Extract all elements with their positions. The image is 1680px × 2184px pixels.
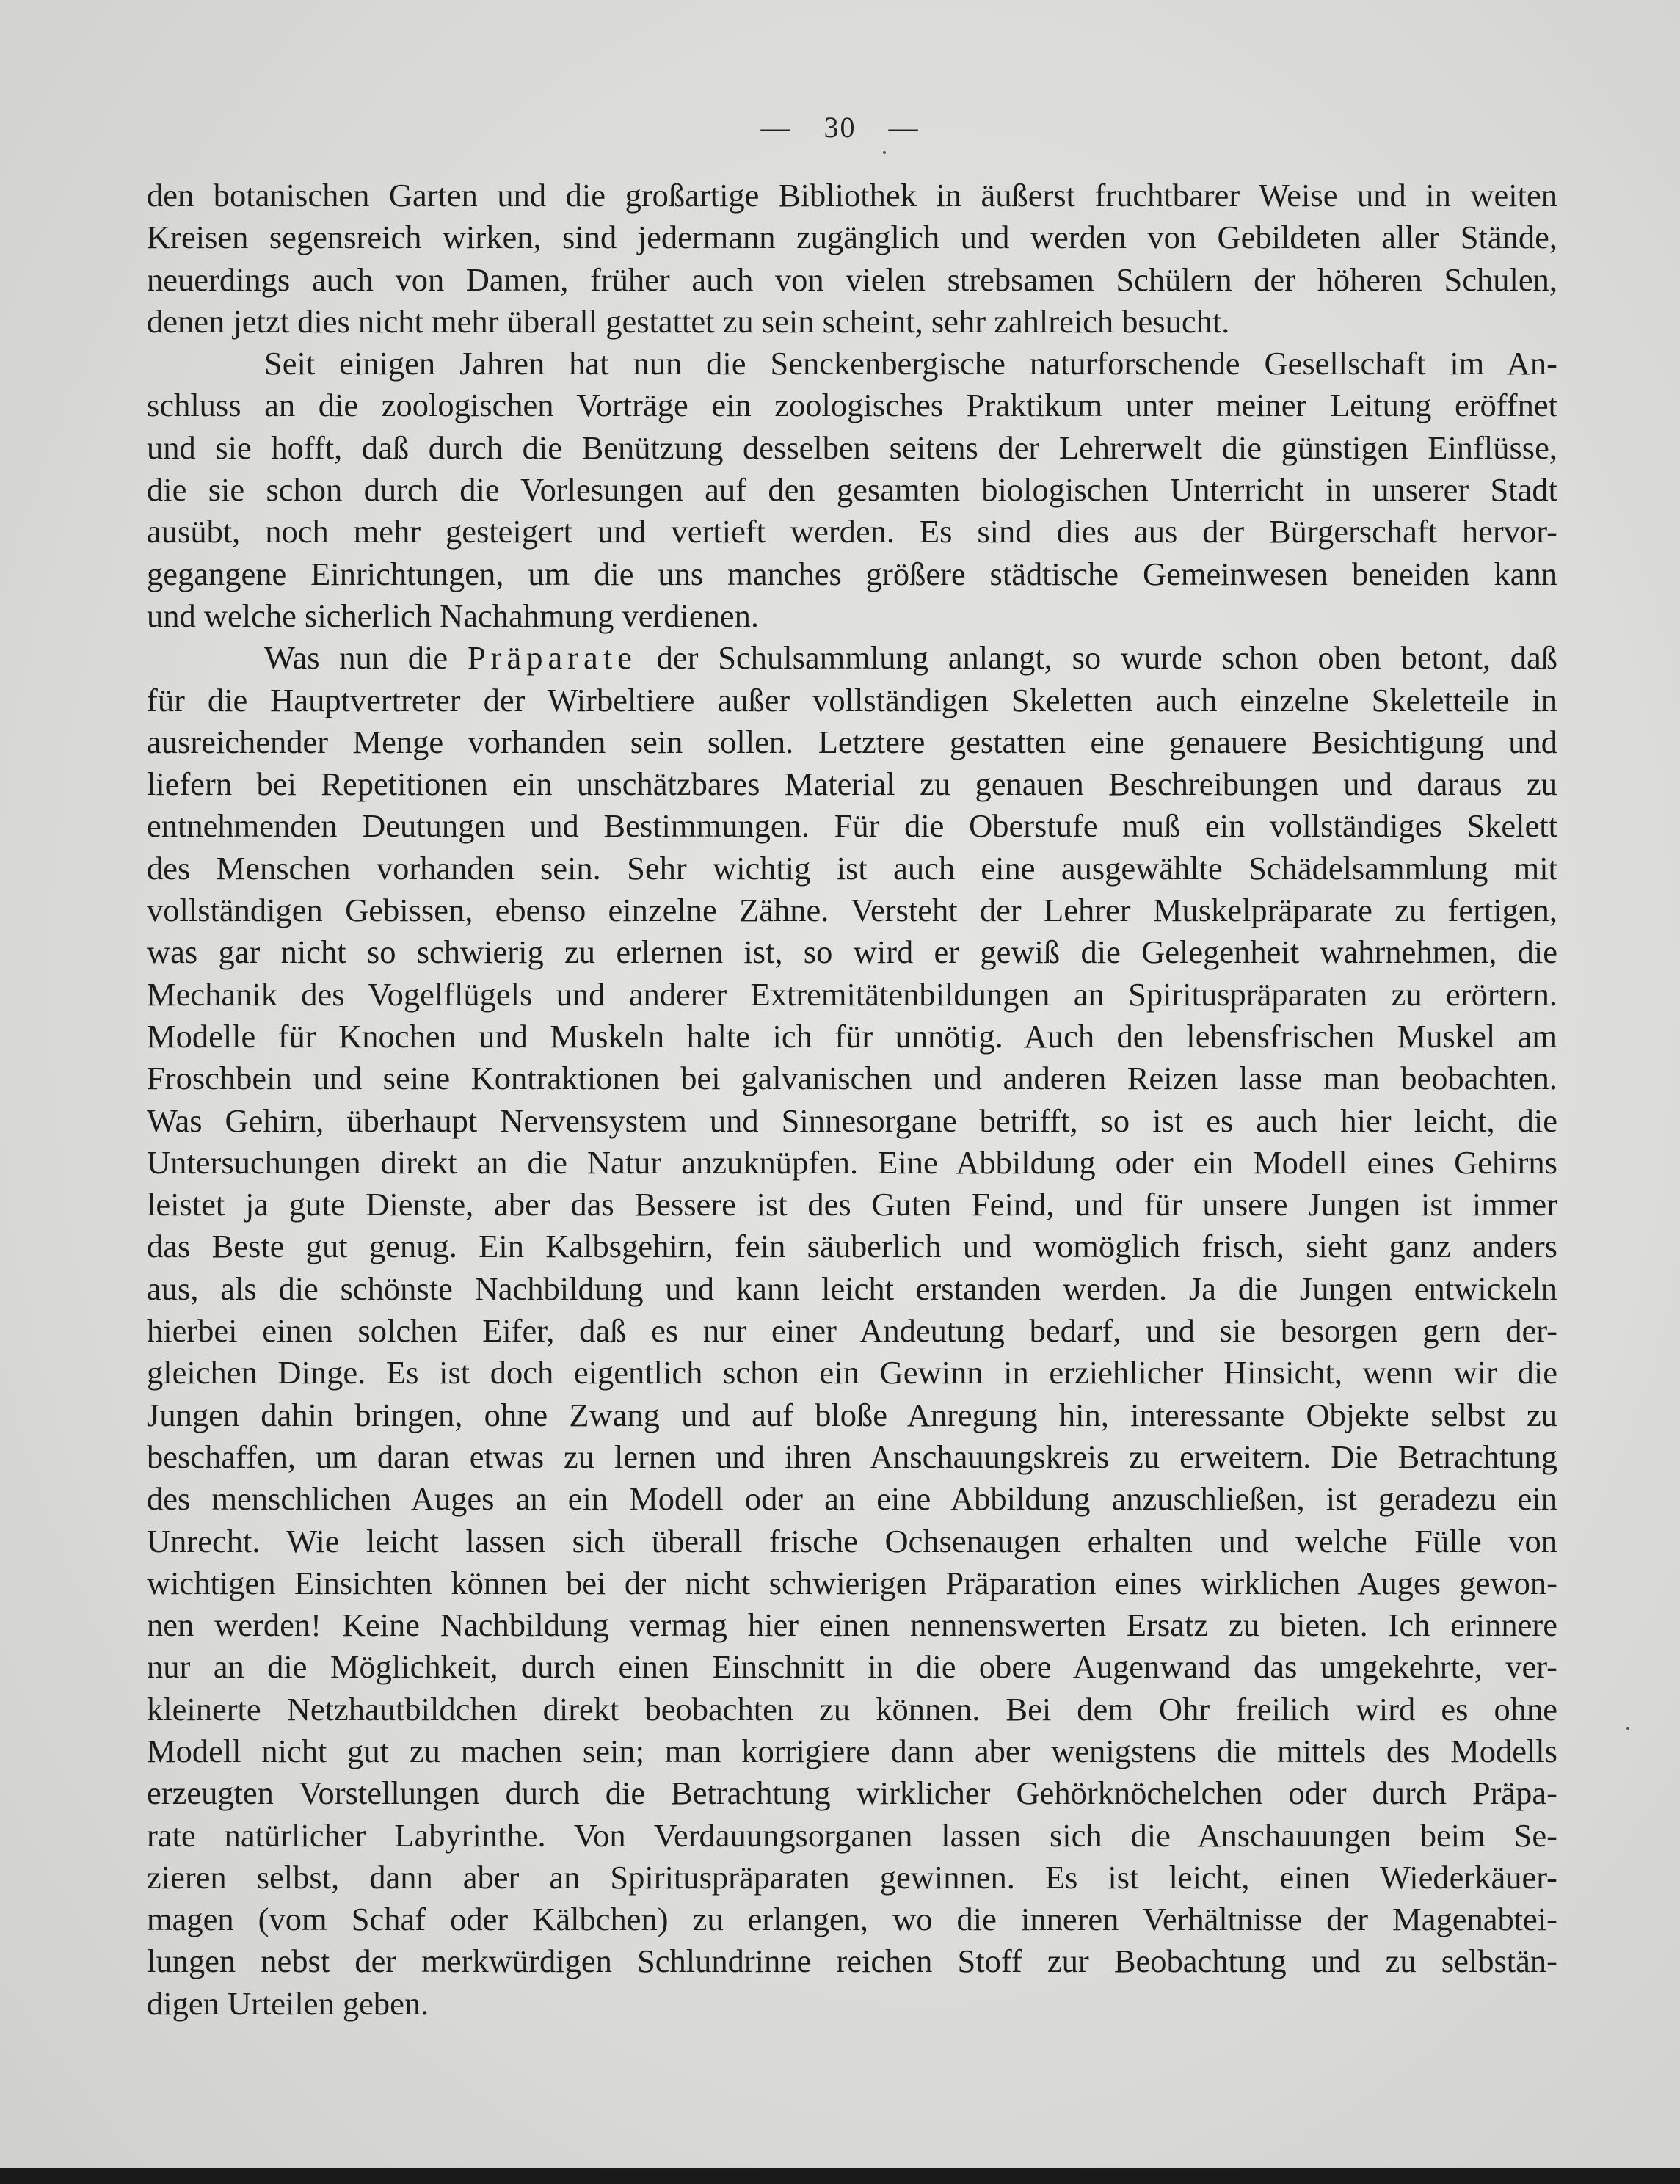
text-line: Untersuchungen direkt an die Natur anzuknüpfen. Eine Abbildung oder ein Modell eines Gehirns <box>147 1143 1557 1181</box>
text-line: magen (vom Schaf oder Kälbchen) zu erlangen, wo die inneren Verhältnisse der Magenabtei- <box>147 1901 1557 1938</box>
text-line: digen Urteilen geben. <box>147 1984 429 2022</box>
text-line: Kreisen segensreich wirken, sind jedermann zugänglich und werden von Gebildeten aller Stände, <box>147 219 1557 256</box>
text-line: Unrecht. Wie leicht lassen sich überall frische Ochsenaugen erhalten und welche Fülle von <box>147 1522 1557 1559</box>
text-line: ausübt, noch mehr gesteigert und vertieft werden. Es sind dies aus der Bürgerschaft hervor- <box>147 513 1557 550</box>
text-line: des Menschen vorhanden sein. Sehr wichtig ist auch eine ausgewählte Schädelsammlung mit <box>147 849 1557 887</box>
text-run: der Schulsammlung anlangt, so wurde schon oben betont, daß <box>636 639 1557 677</box>
paragraph-2 <box>147 343 1557 637</box>
text-line: leistet ja gute Dienste, aber das Bessere ist des Guten Feind, und für unsere Jungen ist immer <box>147 1186 1557 1223</box>
text-line: gleichen Dinge. Es ist doch eigentlich schon ein Gewinn in erziehlicher Hinsicht, wenn wir die <box>147 1354 1557 1391</box>
text-line: Modelle für Knochen und Muskeln halte ich für unnötig. Auch den lebensfrischen Muskel am <box>147 1017 1557 1055</box>
page-number: 30 <box>823 111 857 144</box>
text-line: neuerdings auch von Damen, früher auch von vielen strebsamen Schülern der höheren Schulen, <box>147 261 1557 298</box>
text-line: erzeugten Vorstellungen durch die Betrachtung wirklicher Gehörknöchelchen oder durch Präpa- <box>147 1774 1557 1812</box>
text-line-first <box>147 637 1557 679</box>
header-dash-left: — <box>760 111 792 144</box>
header-dash-right: — <box>888 111 920 144</box>
text-line: Was Gehirn, überhaupt Nervensystem und Sinnesorgane betrifft, so ist es auch hier leicht, die <box>147 1102 1557 1139</box>
text-line: und sie hofft, daß durch die Benützung desselben seitens der Lehrerwelt die günstigen Einflüsse, <box>147 429 1557 466</box>
text-line: Modell nicht gut zu machen sein; man korrigiere dann aber wenigstens die mittels des Modells <box>147 1732 1557 1769</box>
page-number-header <box>0 110 1680 145</box>
scan-speck <box>1626 1727 1629 1730</box>
text-line: Froschbein und seine Kontraktionen bei galvanischen und anderen Reizen lasse man beobachten. <box>147 1060 1557 1097</box>
text-line: für die Hauptvertreter der Wirbeltiere außer vollständigen Skeletten auch einzelne Skeletteile in <box>147 681 1557 718</box>
text-line: schluss an die zoologischen Vorträge ein zoologisches Praktikum unter meiner Leitung eröffnet <box>147 387 1557 424</box>
body-text <box>147 175 1557 2025</box>
paragraph-1 <box>147 175 1557 343</box>
text-run: Was nun die <box>264 639 468 677</box>
text-line: hierbei einen solchen Eifer, daß es nur einer Andeutung bedarf, und sie besorgen gern der- <box>147 1312 1557 1350</box>
text-line: Jungen dahin bringen, ohne Zwang und auf bloße Anregung hin, interessante Objekte selbst zu <box>147 1396 1557 1433</box>
text-line: liefern bei Repetitionen ein unschätzbares Material zu genauen Beschreibungen und daraus zu <box>147 765 1557 803</box>
text-line: wichtigen Einsichten können bei der nicht schwierigen Präparation eines wirklichen Auges gewon- <box>147 1564 1557 1601</box>
scan-speck <box>883 151 886 154</box>
text-line: kleinerte Netzhautbildchen direkt beobachten zu können. Bei dem Ohr freilich wird es ohne <box>147 1690 1557 1728</box>
text-line: des menschlichen Auges an ein Modell oder an eine Abbildung anzuschließen, ist geradezu ein <box>147 1480 1557 1518</box>
spaced-emphasis: Präparate <box>467 639 637 677</box>
text-line: den botanischen Garten und die großartige Bibliothek in äußerst fruchtbarer Weise und in weiten <box>147 177 1557 214</box>
text-line: beschaffen, um daran etwas zu lernen und ihren Anschauungskreis zu erweitern. Die Betrachtung <box>147 1438 1557 1475</box>
text-line: gegangene Einrichtungen, um die uns manches größere städtische Gemeinwesen beneiden kann <box>147 555 1557 592</box>
text-line: zieren selbst, dann aber an Spirituspräparaten gewinnen. Es ist leicht, einen Wiederkäuer- <box>147 1858 1557 1896</box>
text-line: Mechanik des Vogelflügels und anderer Extremitätenbildungen an Spirituspräparaten zu erörtern. <box>147 975 1557 1013</box>
text-line: ausreichender Menge vorhanden sein sollen. Letztere gestatten eine genauere Besichtigung und <box>147 723 1557 760</box>
text-line: nen werden! Keine Nachbildung vermag hier einen nennenswerten Ersatz zu bieten. Ich erinnere <box>147 1606 1557 1644</box>
text-line: Seit einigen Jahren hat nun die Senckenbergische naturforschende Gesellschaft im An- <box>264 345 1557 382</box>
text-line: aus, als die schönste Nachbildung und kann leicht erstanden werden. Ja die Jungen entwickeln <box>147 1270 1557 1307</box>
text-line: vollständigen Gebissen, ebenso einzelne Zähne. Versteht der Lehrer Muskelpräparate zu fertigen, <box>147 892 1557 929</box>
paragraph-3 <box>147 637 1557 2025</box>
text-line: die sie schon durch die Vorlesungen auf den gesamten biologischen Unterricht in unserer Stadt <box>147 471 1557 509</box>
text-line: was gar nicht so schwierig zu erlernen ist, so wird er gewiß die Gelegenheit wahrnehmen, die <box>147 933 1557 971</box>
text-line: das Beste gut genug. Ein Kalbsgehirn, fein säuberlich und womöglich frisch, sieht ganz anders <box>147 1228 1557 1265</box>
text-line: denen jetzt dies nicht mehr überall gestattet zu sein scheint, sehr zahlreich besucht. <box>147 302 1230 340</box>
scan-edge-band <box>0 2168 1680 2184</box>
text-line: entnehmenden Deutungen und Bestimmungen. Für die Oberstufe muß ein vollständiges Skelett <box>147 807 1557 845</box>
text-line: rate natürlicher Labyrinthe. Von Verdauungsorganen lassen sich die Anschauungen beim Se- <box>147 1816 1557 1854</box>
text-line: lungen nebst der merkwürdigen Schlundrinne reichen Stoff zur Beobachtung und zu selbstän- <box>147 1943 1557 1980</box>
text-line: nur an die Möglichkeit, durch einen Einschnitt in die obere Augenwand das umgekehrte, ver- <box>147 1648 1557 1686</box>
text-line: und welche sicherlich Nachahmung verdienen. <box>147 597 760 634</box>
